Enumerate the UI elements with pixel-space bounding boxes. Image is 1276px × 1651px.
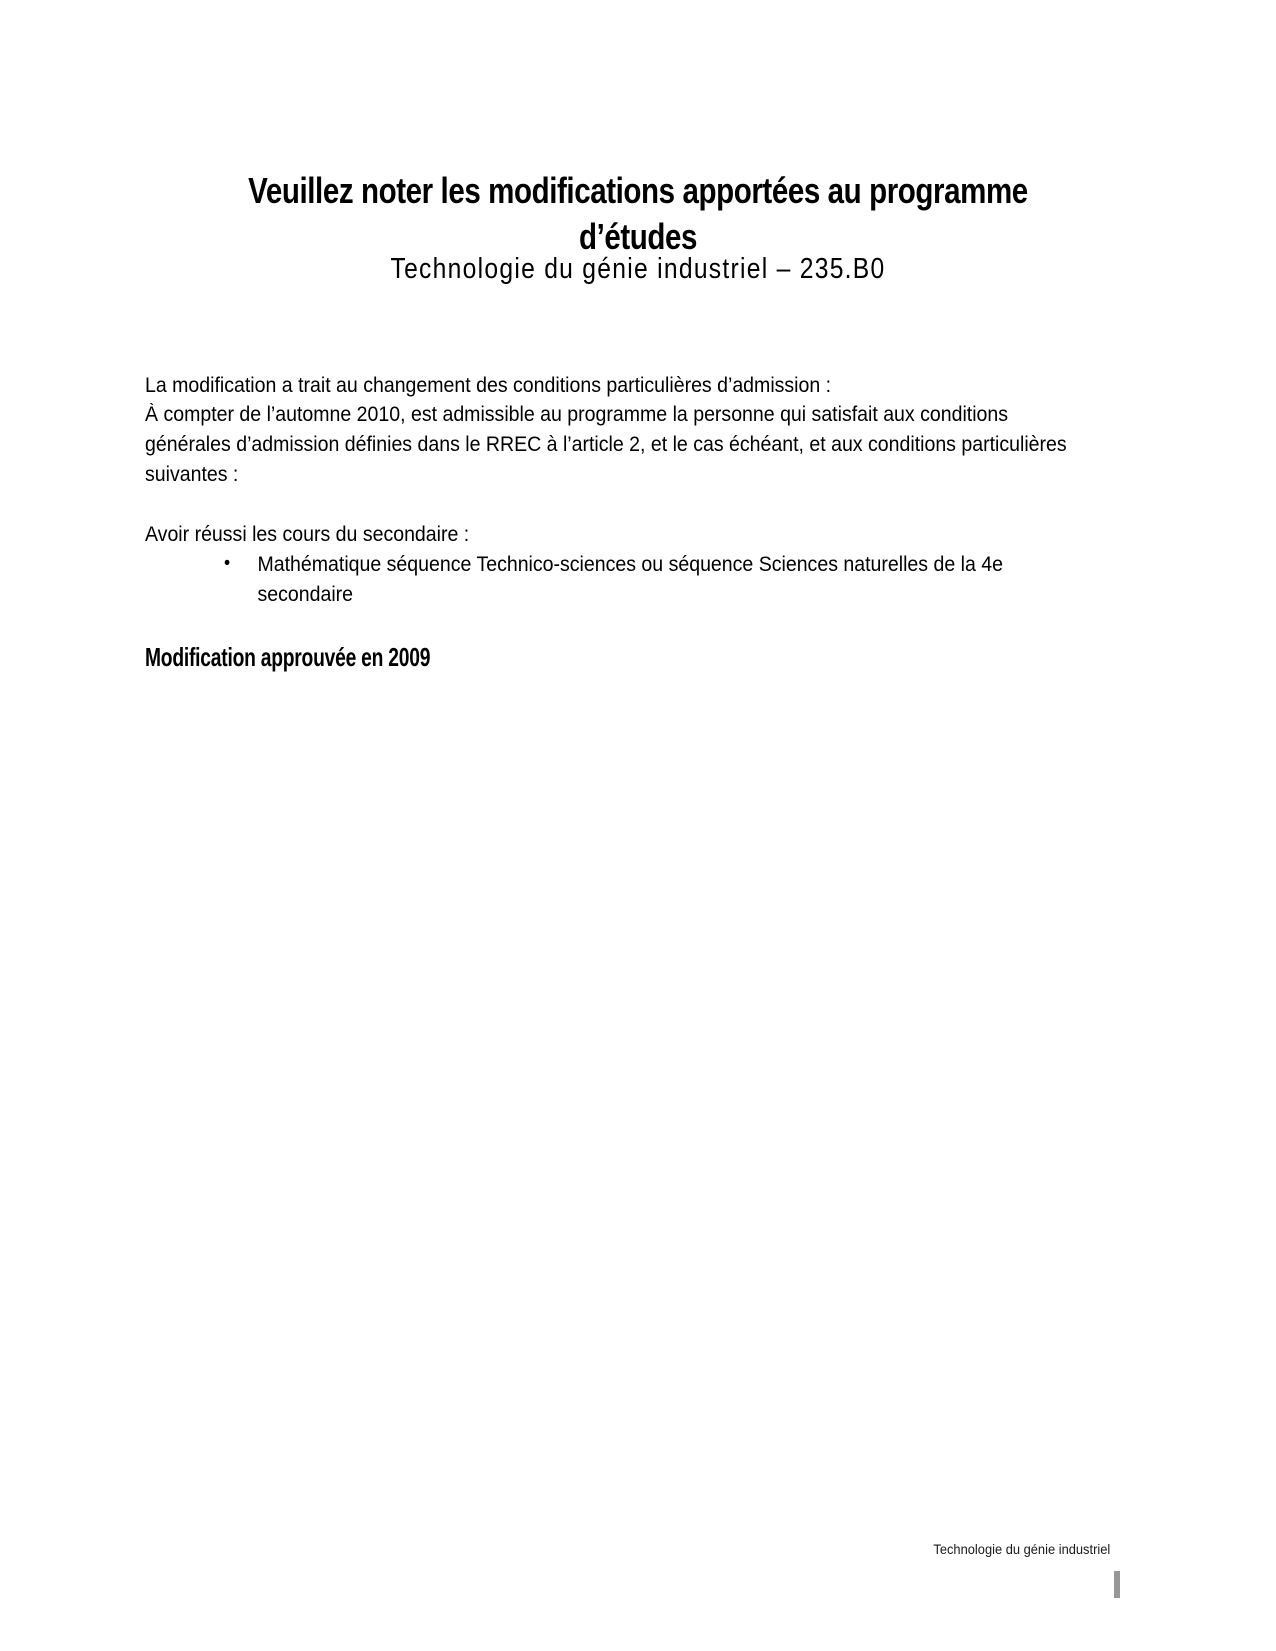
list-item-text-line-2: secondaire (257, 583, 354, 606)
bullet-icon: • (224, 553, 231, 574)
paragraph-admission-conditions-line-3: suivantes : (145, 463, 239, 486)
page-title-line-1: Veuillez noter les modifications apportées au programme (248, 170, 1028, 211)
list-item-mathematique (224, 550, 1003, 610)
paragraph-modification-intro: La modification a trait au changement des conditions particulières d’admission : (145, 374, 832, 397)
approval-statement: Modification approuvée en 2009 (145, 642, 431, 672)
paragraph-admission-conditions (145, 400, 1067, 490)
page-title (115, 168, 1161, 260)
paragraph-secondary-courses: Avoir réussi les cours du secondaire : (145, 523, 470, 546)
footer-program-name: Technologie du génie industriel (933, 1541, 1110, 1557)
page-title-line-2: d’études (578, 216, 698, 257)
list-item-text-line-1: Mathématique séquence Technico-sciences ou séquence Sciences naturelles de la 4e (257, 553, 1003, 576)
page-subtitle: Technologie du génie industriel – 235.B0 (390, 253, 886, 285)
gray-vertical-bar (1114, 1571, 1120, 1598)
paragraph-admission-conditions-line-2: générales d’admission définies dans le RREC à l’article 2, et le cas échéant, et aux conditions particulières (145, 433, 1067, 456)
list-item-text (257, 550, 1003, 610)
paragraph-admission-conditions-line-1: À compter de l’automne 2010, est admissible au programme la personne qui satisfait aux conditions (145, 403, 1009, 426)
